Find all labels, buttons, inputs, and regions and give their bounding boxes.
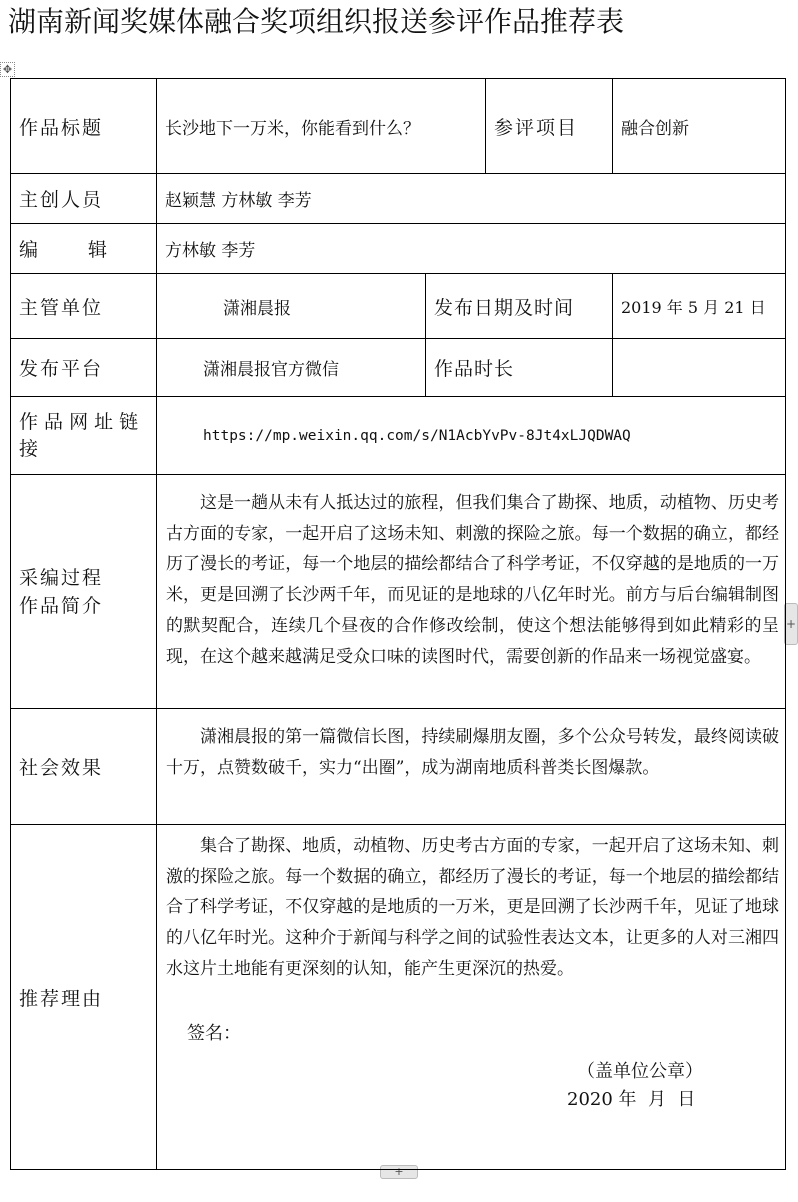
- stamp-label: （盖单位公章）: [577, 1060, 703, 1082]
- date-label: 发布日期及时间: [426, 274, 613, 338]
- table-move-handle-icon[interactable]: ✥: [0, 62, 15, 77]
- platform-label: 发布平台: [11, 339, 157, 396]
- creators-value: 赵颖慧 方林敏 李芳: [165, 191, 312, 211]
- effect-text-cell: [157, 709, 785, 824]
- platform-value: 潇湘晨报官方微信: [157, 339, 426, 396]
- date-value: 2019 年 5 月 21 日: [621, 297, 766, 317]
- unit-value: 潇湘晨报: [157, 274, 426, 338]
- work-title-label: 作品标题: [11, 79, 157, 173]
- signature-label: 签名：: [187, 1022, 241, 1044]
- page-title: 湖南新闻奖媒体融合奖项组织报送参评作品推荐表: [8, 5, 625, 38]
- table-side-handle-icon[interactable]: +: [784, 603, 798, 645]
- row-url: [11, 397, 785, 475]
- reason-text: 集合了勘探、地质，动植物、历史考古方面的专家，一起开启了这场未知、刺激的探险之旅。每一个数据的确立，都经历了漫长的考证，每一个地层的描绘都结合了科学考证，不仅穿越的是地质的一万米，更是回溯了长沙两千年，见证了地球的八亿年时光。这种介于新闻与科学之间的试验性表达文本，让更多的人对三湘四水这片土地能有更深刻的认知，能产生更深沉的热爱。: [166, 836, 779, 979]
- editor-label: [11, 224, 157, 273]
- reason-label: 推荐理由: [11, 825, 157, 1169]
- process-label-line-2: 作品简介: [19, 594, 104, 617]
- row-reason: [11, 825, 785, 1169]
- editor-label-char-2: 辑: [87, 239, 107, 261]
- recommendation-form-table: [10, 78, 786, 1170]
- url-value-link[interactable]: https://mp.weixin.qq.com/s/N1AcbYvPv-8Jt4xLJQDWAQ: [203, 427, 631, 444]
- table-bottom-handle-icon[interactable]: +: [380, 1165, 418, 1179]
- editor-value: 方林敏 李芳: [165, 241, 256, 261]
- url-label: [11, 397, 157, 474]
- process-text-cell: [157, 475, 785, 708]
- effect-text: 潇湘晨报的第一篇微信长图，持续刷爆朋友圈，多个公众号转发，最终阅读破十万，点赞数破千，实力“出圈”，成为湖南地质科普类长图爆款。: [166, 727, 779, 778]
- effect-label: 社会效果: [11, 709, 157, 824]
- row-platform: [11, 339, 785, 397]
- date-line: 2020 年 月 日: [567, 1088, 696, 1110]
- process-label: [11, 475, 157, 708]
- creators-label: 主创人员: [11, 174, 157, 223]
- category-value: 融合创新: [621, 118, 689, 139]
- process-text: 这是一趟从未有人抵达过的旅程，但我们集合了勘探、地质，动植物、历史考古方面的专家，一起开启了这场未知、刺激的探险之旅。每一个数据的确立，都经历了漫长的考证，每一个地层的描绘都结合了科学考证，不仅穿越的是地质的一万米，更是回溯了长沙两千年，而见证的是地球的八亿年时光。前方与后台编辑制图的默契配合，连续几个昼夜的合作修改绘制，使这个想法能够得到如此精彩的呈现，在这个越来越满足受众口味的读图时代，需要创新的作品来一场视觉盛宴。: [166, 493, 779, 667]
- process-label-line-1: 采编过程: [19, 566, 104, 589]
- row-effect: [11, 709, 785, 825]
- row-work-title: [11, 79, 785, 174]
- duration-value: [613, 339, 785, 396]
- url-label-line-1: 作 品 网 址 链: [19, 410, 139, 433]
- row-editor: [11, 224, 785, 274]
- duration-label: 作品时长: [426, 339, 613, 396]
- work-title-value: 长沙地下一万米，你能看到什么？: [157, 79, 486, 173]
- category-label: 参评项目: [486, 79, 613, 173]
- row-unit: [11, 274, 785, 339]
- row-creators: [11, 174, 785, 224]
- url-label-line-2: 接: [19, 437, 41, 460]
- reason-text-cell: [157, 825, 785, 1169]
- unit-label: 主管单位: [11, 274, 157, 338]
- editor-label-char-1: 编: [19, 239, 39, 261]
- row-process: [11, 475, 785, 709]
